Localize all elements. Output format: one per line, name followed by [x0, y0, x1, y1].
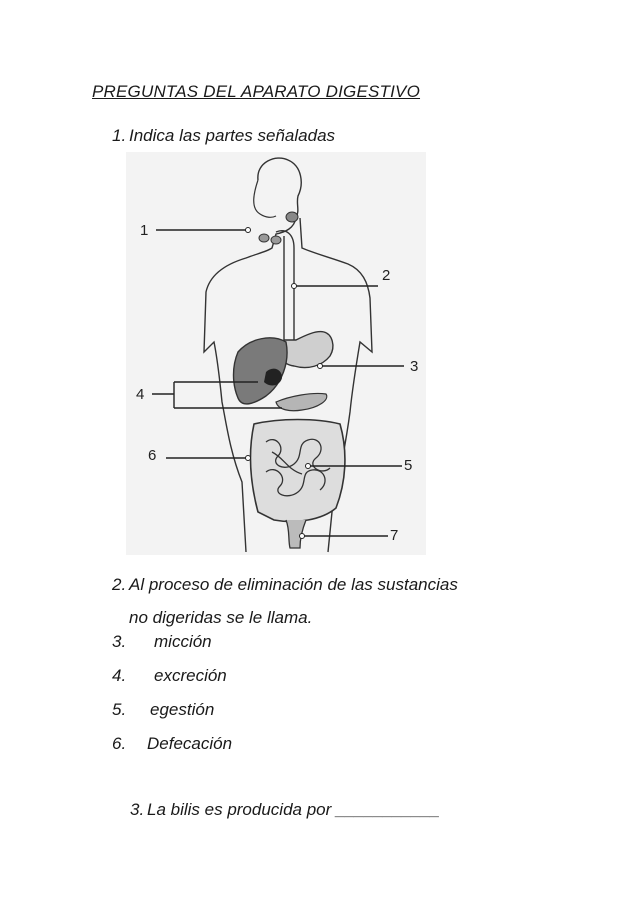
page-title: PREGUNTAS DEL APARATO DIGESTIVO [92, 82, 421, 101]
option-5-text: egestión [150, 700, 215, 719]
diagram-label-3: 3 [410, 358, 419, 375]
question-1 [112, 126, 335, 146]
question-2-line-1: Al proceso de eliminación de las sustancias [129, 575, 458, 594]
question-3-number: 3. [130, 800, 145, 819]
option-5-number: 5. [112, 700, 127, 719]
option-6-number: 6. [112, 734, 127, 753]
option-4-number: 4. [112, 666, 127, 685]
question-3-text: La bilis es producida por ___________ [147, 800, 441, 819]
option-4-text: excreción [154, 666, 227, 685]
option-6-text: Defecación [147, 734, 233, 753]
option-6 [112, 734, 232, 754]
question-2-number: 2. [112, 575, 127, 594]
option-3 [112, 632, 212, 652]
question-1-text: Indica las partes señaladas [129, 126, 336, 145]
question-2-line-2: no digeridas se le llama. [129, 608, 313, 627]
option-5 [112, 700, 214, 720]
diagram-label-1: 1 [140, 222, 149, 239]
question-2 [112, 568, 458, 634]
option-3-text: micción [154, 632, 212, 651]
diagram-label-4: 4 [136, 386, 145, 403]
diagram-label-6: 6 [148, 447, 157, 464]
diagram-label-2: 2 [382, 267, 391, 284]
question-3 [130, 800, 440, 820]
option-3-number: 3. [112, 632, 127, 651]
diagram-label-5: 5 [404, 457, 413, 474]
diagram-label-7: 7 [390, 527, 399, 544]
digestive-system-diagram [126, 152, 426, 555]
option-4 [112, 666, 227, 686]
question-1-number: 1. [112, 126, 127, 145]
